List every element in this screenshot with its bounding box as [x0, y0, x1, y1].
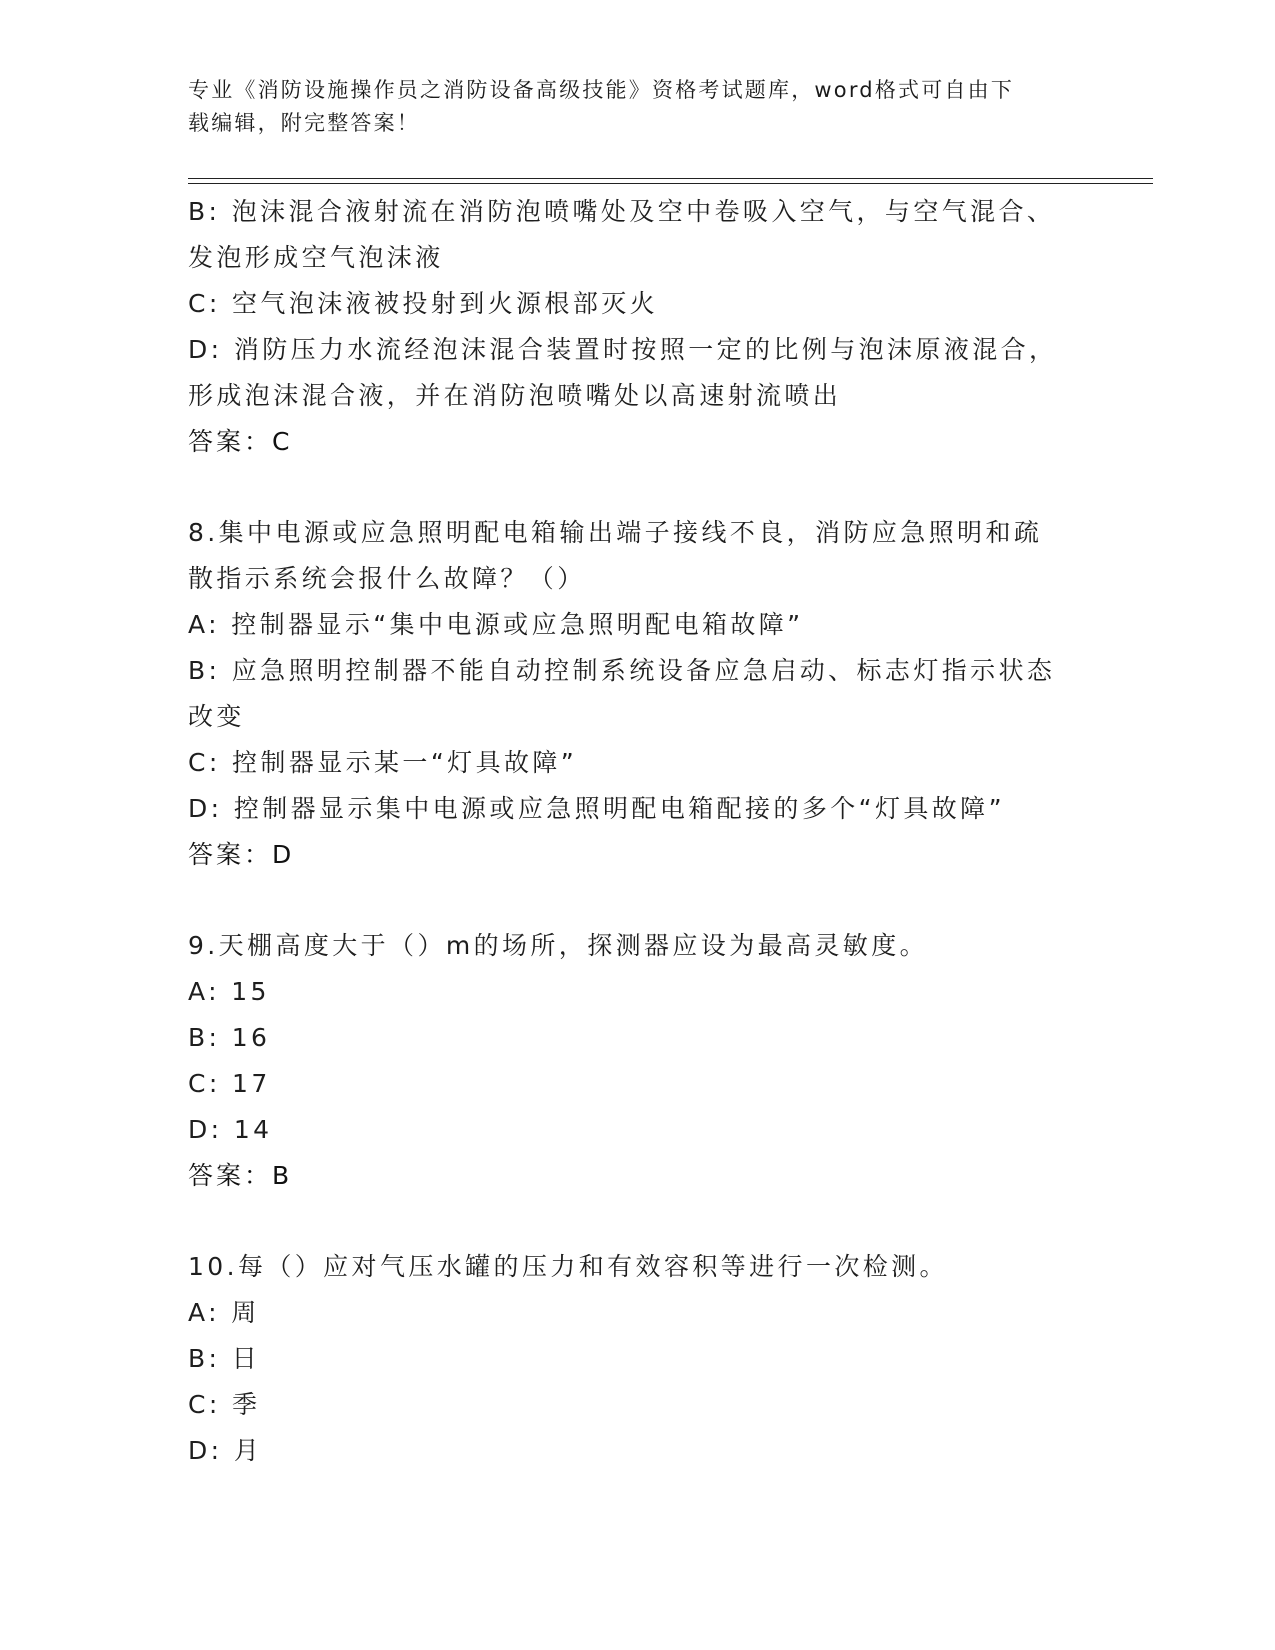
- question-stem-line-1: 8.集中电源或应急照明配电箱输出端子接线不良，消防应急照明和疏: [188, 518, 1043, 547]
- spacer: [188, 1199, 1088, 1244]
- header-divider-top: [188, 178, 1153, 179]
- question-stem-line-2: 散指示系统会报什么故障？（）: [188, 564, 586, 593]
- spacer: [188, 465, 1088, 510]
- question-stem: 10.每（）应对气压水罐的压力和有效容积等进行一次检测。: [188, 1252, 948, 1281]
- question-8: [188, 510, 1088, 878]
- answer: 答案：C: [188, 427, 293, 456]
- option-d-line-2: 形成泡沫混合液，并在消防泡喷嘴处以高速射流喷出: [188, 381, 842, 410]
- header-divider-bottom: [188, 183, 1153, 184]
- option-b-line-2: 改变: [188, 702, 245, 731]
- spacer: [188, 878, 1088, 923]
- question-9: [188, 923, 1088, 1199]
- option-d: D: 控制器显示集中电源或应急照明配电箱配接的多个“灯具故障”: [188, 794, 1005, 823]
- option-c: C: 季: [188, 1390, 261, 1419]
- answer: 答案：D: [188, 840, 295, 869]
- option-a: A: 15: [188, 977, 270, 1006]
- answer: 答案：B: [188, 1161, 293, 1190]
- question-10: [188, 1244, 1088, 1474]
- header-line-2: 载编辑，附完整答案！: [188, 111, 420, 135]
- option-b: B: 16: [188, 1023, 271, 1052]
- option-c: C: 空气泡沫液被投射到火源根部灭火: [188, 289, 659, 318]
- option-d-line-1: D: 消防压力水流经泡沫混合装置时按照一定的比例与泡沫原液混合，: [188, 335, 1058, 364]
- question-stem: 9.天棚高度大于（）m的场所，探测器应设为最高灵敏度。: [188, 931, 929, 960]
- option-d: D: 月: [188, 1436, 263, 1465]
- option-b-line-1: B: 应急照明控制器不能自动控制系统设备应急启动、标志灯指示状态: [188, 656, 1056, 685]
- option-c: C: 17: [188, 1069, 271, 1098]
- option-c: C: 控制器显示某一“灯具故障”: [188, 748, 578, 777]
- option-b-line-2: 发泡形成空气泡沫液: [188, 243, 444, 272]
- document-header: [188, 74, 1068, 140]
- option-b: B: 日: [188, 1344, 261, 1373]
- question-content: [188, 189, 1088, 1474]
- option-a: A: 周: [188, 1298, 260, 1327]
- option-d: D: 14: [188, 1115, 273, 1144]
- option-a: A: 控制器显示“集中电源或应急照明配电箱故障”: [188, 610, 804, 639]
- question-7-tail: [188, 189, 1088, 465]
- option-b-line-1: B: 泡沫混合液射流在消防泡喷嘴处及空中卷吸入空气，与空气混合、: [188, 197, 1056, 226]
- header-line-1: 专业《消防设施操作员之消防设备高级技能》资格考试题库，word格式可自由下: [188, 78, 1015, 102]
